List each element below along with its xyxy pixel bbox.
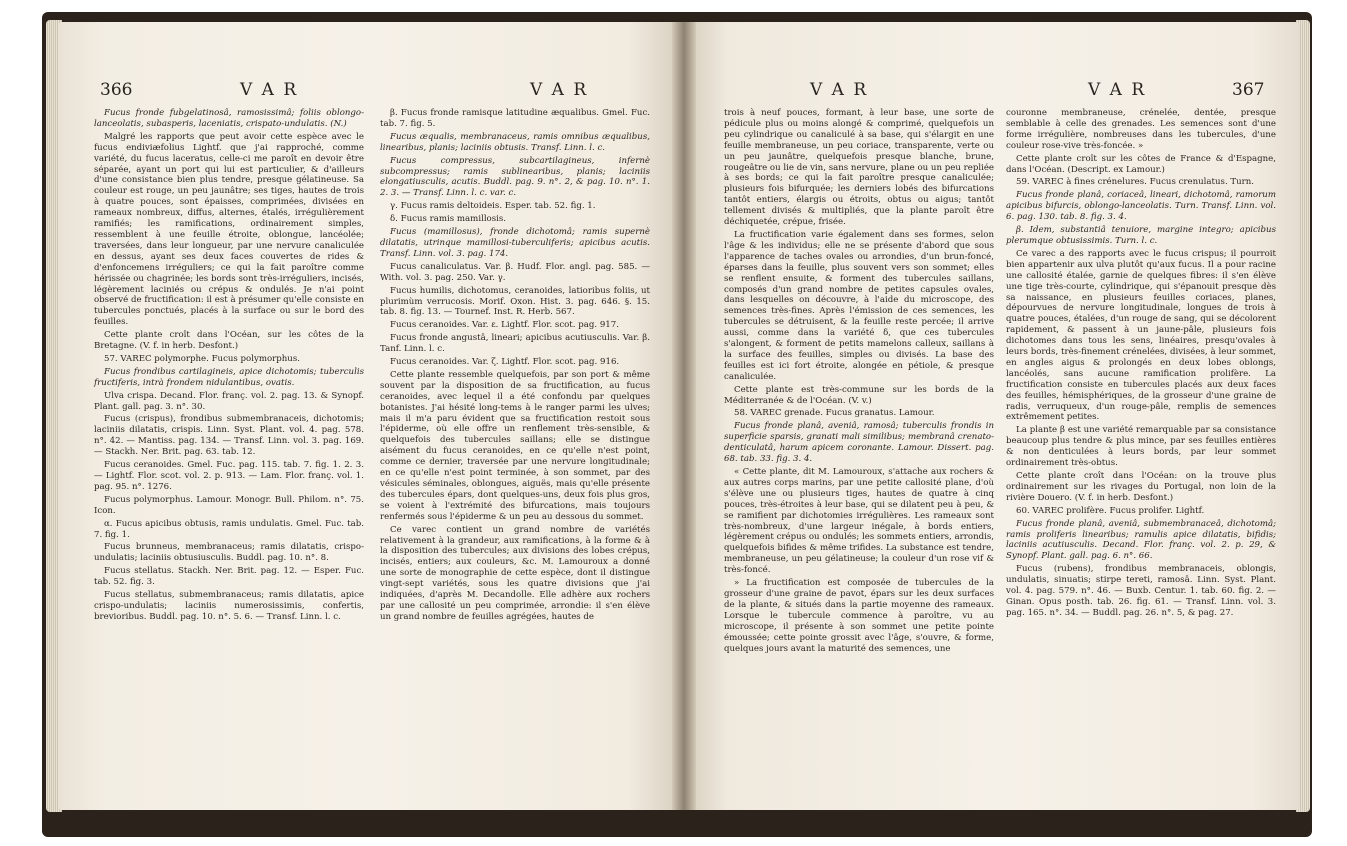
book-gutter [672,22,696,810]
paragraph: Fucus stellatus, submembranaceus; ramis dilatatis, apice crispo-undulatis; laciniis numerosissimis, confertis, brevioribus. Buddl. pag. 10. n°. 5. 6. — Transf. Linn. l. c. [94,590,364,622]
paragraph: trois à neuf pouces, formant, à leur base, une sorte de pédicule plus ou moins alongé & comprimé, quelquefois un peu cylindrique ou canaliculé à sa base, qui s'élargit en une feuille membraneuse, un peu coriace, transparente, verte ou un peu jaunâtre, quelquefois presque blanche, brune, rougeâtre ou lie de vin, sans nervure, plane ou un peu repliée à ses bords; ce qui la fait paroître presque canaliculée; plusieurs fois bifurquée; les derniers lobés des bifurcations tantôt entiers, élargis ou étroits, obtus ou aigus; tantôt tellement divisés & multipliés, que la plante paroît être déchiquetée, crépue, frisée. [724,108,994,228]
text-column [724,108,994,656]
entry-heading: 60. VAREC prolifère. Fucus prolifer. Lightf. [1016,505,1205,516]
paragraph: Cette plante est très-commune sur les bords de la Méditerranée & de l'Océan. (V. v.) [724,384,994,406]
entry-heading: 59. VAREC à fines crénelures. Fucus crenulatus. Turn. [1016,177,1255,188]
paragraph: Fucus fronde planâ, aveniâ, ramosâ; tuberculis frondis in superficie sparsis, granati mali similibus; membranâ crenato-denticulatâ, harum apicem coronante. Lamour. Dissert. pag. 68. tab. 33. fig. 3. 4. [724,421,994,465]
text-column [1006,108,1276,621]
paragraph: γ. Fucus ramis deltoideis. Esper. tab. 52. fig. 1. [390,201,596,212]
right-page [690,22,1300,810]
paragraph: δ. Fucus ramis mamillosis. [390,214,507,225]
entry-heading: 58. VAREC grenade. Fucus granatus. Lamour. [734,408,935,419]
paragraph: Fucus fronde planâ, coriaceâ, lineari, dichotomâ, ramorum apicibus bifurcis, oblongo-lanceolatis. Turn. Transf. Linn. vol. 6. pag. 130. tab. 8. fig. 3. 4. [1006,190,1276,223]
entry-heading: 57. VAREC polymorphe. Fucus polymorphus. [104,353,300,364]
paragraph: Fucus fronde planâ, aveniâ, submembranaceâ, dichotomâ; ramis proliferis linearibus; ramulis apice dilatatis, bifidis; laciniis acutiusculis. Decand. Flor. franç. vol. 2. p. 29, & Synopf. Plant. gall. pag. 6. n°. 66. [1006,518,1276,562]
running-head-left-1: V A R [240,80,299,100]
paragraph: Fucus ceranoides. Var. ε. Lightf. Flor. scot. pag. 917. [390,320,619,331]
paragraph: Ce varec a des rapports avec le fucus crispus; il pourroit bien appartenir aux ulva plutôt qu'aux fucus. Il a pour racine une callosité étalée, garnie de quelques fibres: il s'en élève une tige très-courte, cylindrique, qui s'épanouit presque dès sa naissance, en plusieurs feuilles coriaces, planes, dépourvues de nervure longitudinale, longues de trois à quatre pouces, étalées, d'un rouge de sang, qui se décolorent rapidement, & passent à un jaune-pâle, plusieurs fois dichotomes dans tous les sens, linéaires, presqu'ovales à leurs bords, très-finement crénelées, divisées, à leur sommet, en angles aigus & prolongés en deux lobes oblongs, lancéolés, sans aucune ramification prolifère. La fructification consiste en tubercules placés aux deux faces des feuilles, hémisphériques, de la grosseur d'une graine de radis, verruqueux, d'un rouge-pâle, remplis de semences extrêmement petites. [1006,248,1276,423]
running-head-right-2: V A R [1088,80,1147,100]
paragraph: « Cette plante, dit M. Lamouroux, s'attache aux rochers & aux autres corps marins, par une petite callosité plane, d'où s'élève une ou plusieurs tiges, hautes de quatre à cinq pouces, très-étroites à leur base, qui se dilatent peu à peu, & se ramifient par dichotomies irrégulières. Les rameaux sont très-nombreux, d'une largeur inégale, à bords entiers, légèrement crépus ou ondulés; les sommets entiers, arrondis, quelquefois bifides & même trifides. La substance est tendre, membraneuse, un peu gélatineuse; la couleur d'un rose vif & très-foncé. [724,467,994,576]
paragraph: β. Idem, substantiâ tenuiore, margine integro; apicibus plerumque obtusissimis. Turn. l. c. [1006,225,1276,246]
paragraph: Fucus brunneus, membranaceus; ramis dilatatis, crispo-undulatis; laciniis obtusiusculis. Buddl. pag. 10. n°. 8. [94,542,364,564]
paragraph: couronne membraneuse, crénelée, dentée, presque semblable à celle des grenades. Les semences sont d'une forme irrégulière, nombreuses dans les tubercules, d'une couleur rose-vive très-foncée. » [1006,108,1276,151]
page-number-left: 366 [100,80,133,100]
paragraph: Ulva crispa. Decand. Flor. franç. vol. 2. pag. 13. & Synopf. Plant. gall. pag. 3. n°. 30. [94,390,364,412]
paragraph: Fucus (rubens), frondibus membranaceis, oblongis, undulatis, sinuatis; stirpe tereti, ramosâ. Linn. Syst. Plant. vol. 4. pag. 579. n°. 46. — Buxb. Centur. 1. tab. 60. fig. 2. — Ginan. Opus posth. tab. 26. fig. 61. — Transf. Linn. vol. 3. pag. 165. n°. 34. — Buddl. pag. 26. n°. 5, & pag. 27. [1006,564,1276,618]
paragraph: Ce varec contient un grand nombre de variétés relativement à la grandeur, aux ramifications, à la forme & à la disposition des tubercules; aux divisions des lobes crépus, incisés, entiers; aux couleurs, &c. M. Lamouroux a donné une sorte de monographie de cette espèce, dont il distingue vingt-sept variétés, sous les quatre divisions que j'ai indiquées, d'après M. Decandolle. Elle adhère aux rochers par une callosité un peu comprimée, arrondie: il s'en élève un grand nombre de feuilles agrégées, hautes de [380,524,650,622]
paragraph: Fucus ceranoides. Var. ζ. Lightf. Flor. scot. pag. 916. [390,357,620,368]
paragraph: Cette plante croît sur les côtes de France & d'Espagne, dans l'Océan. (Descript. ex Lamour.) [1006,153,1276,175]
left-page [58,22,678,810]
paragraph: Fucus canaliculatus. Var. β. Hudf. Flor. angl. pag. 585. — With. vol. 3. pag. 250. Var. γ. [380,261,650,283]
paragraph: Fucus stellatus. Stackh. Ner. Brit. pag. 12. — Esper. Fuc. tab. 52. fig. 3. [94,566,364,588]
paragraph: α. Fucus apicibus obtusis, ramis undulatis. Gmel. Fuc. tab. 7. fig. 1. [94,518,364,540]
paragraph: Fucus polymorphus. Lamour. Monogr. Bull. Philom. n°. 75. Icon. [94,494,364,516]
paragraph: Fucus fronde angustâ, lineari; apicibus acutiusculis. Var. β. Tanf. Linn. l. c. [380,333,650,355]
paragraph: Fucus frondibus cartilagineis, apice dichotomis; tuberculis fructiferis, intrà frondem nidulantibus, ovatis. [94,366,364,388]
running-head-right-1: V A R [810,80,869,100]
paragraph: Fucus æqualis, membranaceus, ramis omnibus æqualibus, linearibus, planis; laciniis obtusis. Transf. Linn. l. c. [380,131,650,153]
paragraph: » La fructification est composée de tubercules de la grosseur d'une graine de pavot, épars sur les deux surfaces de la plante, & situés dans la partie moyenne des rameaux. Lorsque le tubercule commence à paroître, vu au microscope, il présente à son sommet une petite pointe émoussée; cette pointe grossit avec l'âge, s'ouvre, & forme, quelques jours avant la maturité des semences, une [724,578,994,654]
paragraph: Fucus (mamillosus), fronde dichotomâ; ramis supernè dilatatis, utrinque mamillosi-tuberculiferis; apicibus acutis. Transf. Linn. vol. 3. pag. 174. [380,227,650,259]
paragraph: Malgré les rapports que peut avoir cette espèce avec le fucus endiviæfolius Lightf. que j'ai rapproché, comme variété, du fucus laceratus, celle-ci me paroît en devoir être séparée, ayant un port qui lui est particulier, & d'ailleurs d'une consistance bien plus tendre, presque gélatineuse. Sa couleur est rouge, un peu jaunâtre; ses tiges, hautes de trois à quatre pouces, sont épaisses, comprimées, divisées en rameaux nombreux, diffus, alternes, étalés, irrégulièrement ramifiés; les ramifications, ordinairement simples, ressemblent à une feuille étroite, oblongue, lancéolée; traversées, dans leur longueur, par une nervure canaliculée en dessus, ayant ses deux faces couvertes de rides & d'enfoncemens irréguliers; ce qui la fait paroître comme hérissée ou chagrinée; les bords sont très-irréguliers, incisés, légèrement laciniés ou crépus & ondulés. Je n'ai point observé de fructification: il est à présumer qu'elle consiste en tubercules ponctués, placés à la surface ou sur le bord des feuilles. [94,131,364,328]
paragraph: La fructification varie également dans ses formes, selon l'âge & les individus; elle ne se présente d'abord que sous l'apparence de taches ovales ou arrondies, d'un brun-foncé, éparses dans la feuille, plus souvent vers son sommet; elles se renflent ensuite, & forment des tubercules saillans, composés d'un grand nombre de petites capsules ovales, dans lesquelles on découvre, à l'aide du microscope, des semences très-fines. Après l'émission de ces semences, les tubercules se détruisent, & la feuille reste percée; il arrive aussi, comme dans la variété δ, que ces tubercules s'alongent, & forment de petits mamelons calleux, saillans à la surface des feuilles, simples ou divisés. La base des feuilles est ici fort étroite, alongée en pétiole, & presque canaliculée. [724,229,994,382]
text-column [380,108,650,625]
running-head-left-2: V A R [530,80,589,100]
paragraph: Fucus compressus, subcartilagineus, infernè subcompressus; ramis sublinearibus, planis; laciniis elongatiusculis, acutis. Buddl. pag. 9. n°. 2, & pag. 10. n°. 1. 2. 3. — Transf. Linn. l. c. var. c. [380,155,650,199]
paragraph: Fucus humilis, dichotomus, ceranoides, latioribus foliis, ut plurimùm verrucosis. Morif. Oxon. Hist. 3. pag. 646. §. 15. tab. 8. fig. 13. — Tournef. Inst. R. Herb. 567. [380,285,650,318]
paragraph: β. Fucus fronde ramisque latitudine æqualibus. Gmel. Fuc. tab. 7. fig. 5. [380,108,650,129]
paragraph: Cette plante croît dans l'Océan, sur les côtes de la Bretagne. (V. f. in herb. Desfont.) [94,330,364,352]
page-number-right: 367 [1232,80,1265,100]
text-column [94,108,364,625]
paragraph: La plante β est une variété remarquable par sa consistance beaucoup plus tendre & plus mince, par ses feuilles entières & non denticulées à leurs bords, par leur sommet ordinairement très-obtus. [1006,425,1276,469]
paragraph: Fucus ceranoides. Gmel. Fuc. pag. 115. tab. 7. fig. 1. 2. 3. — Lightf. Flor. scot. vol. 2. p. 913. — Lam. Flor. franç. vol. 1. pag. 95. n°. 1276. [94,460,364,492]
paragraph: Cette plante croît dans l'Océan: on la trouve plus ordinairement sur les rivages du Portugal, non loin de la rivière Douero. (V. f. in herb. Desfont.) [1006,471,1276,503]
paragraph: Fucus fronde fubgelatinosâ, ramosissimâ; foliis oblongo-lanceolatis, subasperis, laceniatis, crispato-undulatis. (N.) [94,108,364,129]
paragraph: Fucus (crispus), frondibus submembranaceis, dichotomis; laciniis dilatatis, crispis. Linn. Syst. Plant. vol. 4. pag. 578. n°. 42. — Mantiss. pag. 134. — Transf. Linn. vol. 3. pag. 169. — Stackh. Ner. Brit. pag. 63. tab. 12. [94,414,364,458]
paragraph: Cette plante ressemble quelquefois, par son port & même souvent par la disposition de sa fructification, au fucus ceranoides, avec lequel il a été confondu par quelques botanistes. J'ai hésité long-tems à le ranger parmi les ulves; mais il m'a paru évident que sa fructification restoit sous l'épiderme, où elle offre un renflement très-sensible, & quelquefois des tubercules saillans; elle se distingue aisément du fucus ceranoides, en ce qu'elle n'est point, comme ce dernier, traversée par une nervure longitudinale; en ce qu'elle n'est point terminée, à son sommet, par des vésicules séminales, oblongues, aiguës, mais qu'elle présente des tubercules épars, dont quelques-uns, deux fois plus gros, se voient à l'extrémité des bifurcations, mais toujours renfermés sous l'épiderme & un peu au dessous du sommet. [380,369,650,522]
